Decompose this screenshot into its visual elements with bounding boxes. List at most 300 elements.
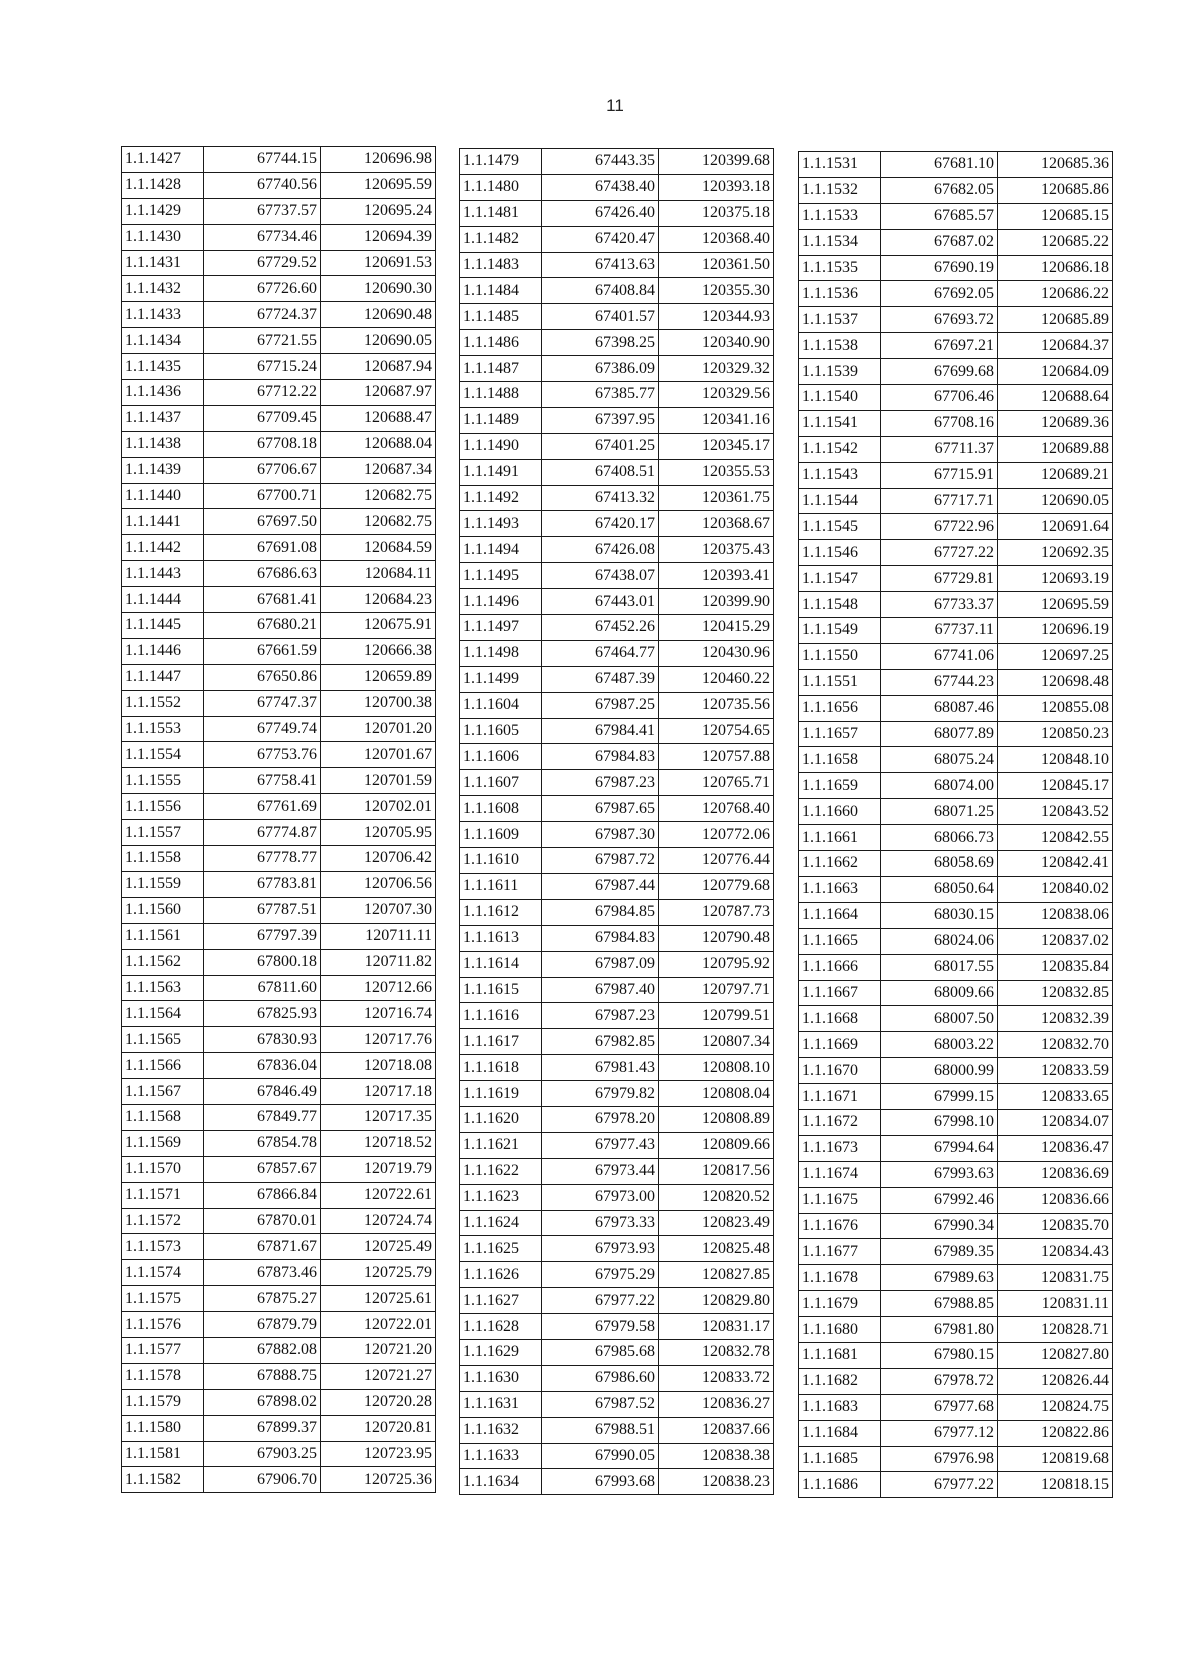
point-id-cell: 1.1.1491 — [460, 459, 542, 485]
point-id-cell: 1.1.1568 — [122, 1104, 204, 1130]
table-row — [460, 1262, 774, 1288]
y-coordinate-cell: 120799.51 — [659, 1003, 774, 1029]
x-coordinate-cell: 67697.50 — [204, 509, 321, 535]
x-coordinate-cell: 67985.68 — [542, 1339, 659, 1365]
table-row — [799, 177, 1113, 203]
y-coordinate-cell: 120765.71 — [659, 770, 774, 796]
point-id-cell: 1.1.1664 — [799, 902, 881, 928]
y-coordinate-cell: 120393.41 — [659, 563, 774, 589]
x-coordinate-cell: 67811.60 — [204, 975, 321, 1001]
x-coordinate-cell: 67733.37 — [881, 592, 998, 618]
y-coordinate-cell: 120836.66 — [998, 1187, 1113, 1213]
table-row — [460, 356, 774, 382]
y-coordinate-cell: 120843.52 — [998, 799, 1113, 825]
y-coordinate-cell: 120825.48 — [659, 1236, 774, 1262]
y-coordinate-cell: 120824.75 — [998, 1394, 1113, 1420]
point-id-cell: 1.1.1559 — [122, 871, 204, 897]
table-row — [460, 1288, 774, 1314]
y-coordinate-cell: 120836.69 — [998, 1161, 1113, 1187]
x-coordinate-cell: 67682.05 — [881, 177, 998, 203]
x-coordinate-cell: 68017.55 — [881, 954, 998, 980]
point-id-cell: 1.1.1628 — [460, 1314, 542, 1340]
y-coordinate-cell: 120779.68 — [659, 873, 774, 899]
y-coordinate-cell: 120706.42 — [321, 846, 436, 872]
table-row — [799, 954, 1113, 980]
point-id-cell: 1.1.1442 — [122, 535, 204, 561]
y-coordinate-cell: 120725.49 — [321, 1234, 436, 1260]
y-coordinate-cell: 120368.67 — [659, 511, 774, 537]
table-row — [460, 666, 774, 692]
x-coordinate-cell: 67690.19 — [881, 255, 998, 281]
x-coordinate-cell: 67787.51 — [204, 897, 321, 923]
y-coordinate-cell: 120695.24 — [321, 198, 436, 224]
point-id-cell: 1.1.1660 — [799, 799, 881, 825]
y-coordinate-cell: 120717.35 — [321, 1104, 436, 1130]
y-coordinate-cell: 120393.18 — [659, 174, 774, 200]
x-coordinate-cell: 67385.77 — [542, 382, 659, 408]
point-id-cell: 1.1.1685 — [799, 1446, 881, 1472]
point-id-cell: 1.1.1436 — [122, 380, 204, 406]
point-id-cell: 1.1.1443 — [122, 561, 204, 587]
y-coordinate-cell: 120809.66 — [659, 1132, 774, 1158]
x-coordinate-cell: 68050.64 — [881, 876, 998, 902]
x-coordinate-cell: 67990.34 — [881, 1213, 998, 1239]
x-coordinate-cell: 67875.27 — [204, 1286, 321, 1312]
y-coordinate-cell: 120716.74 — [321, 1001, 436, 1027]
x-coordinate-cell: 67699.68 — [881, 359, 998, 385]
x-coordinate-cell: 68077.89 — [881, 721, 998, 747]
table-row — [460, 1158, 774, 1184]
y-coordinate-cell: 120415.29 — [659, 615, 774, 641]
x-coordinate-cell: 67987.25 — [542, 692, 659, 718]
y-coordinate-cell: 120711.11 — [321, 923, 436, 949]
point-id-cell: 1.1.1575 — [122, 1286, 204, 1312]
point-id-cell: 1.1.1446 — [122, 638, 204, 664]
x-coordinate-cell: 67984.41 — [542, 718, 659, 744]
point-id-cell: 1.1.1444 — [122, 587, 204, 613]
table-row — [460, 149, 774, 175]
table-row — [460, 1339, 774, 1365]
x-coordinate-cell: 68030.15 — [881, 902, 998, 928]
x-coordinate-cell: 67693.72 — [881, 307, 998, 333]
point-id-cell: 1.1.1445 — [122, 613, 204, 639]
y-coordinate-cell: 120820.52 — [659, 1184, 774, 1210]
x-coordinate-cell: 67993.63 — [881, 1161, 998, 1187]
point-id-cell: 1.1.1630 — [460, 1365, 542, 1391]
table-row — [460, 1184, 774, 1210]
y-coordinate-cell: 120696.19 — [998, 618, 1113, 644]
y-coordinate-cell: 120721.27 — [321, 1363, 436, 1389]
y-coordinate-cell: 120725.61 — [321, 1286, 436, 1312]
table-row — [460, 589, 774, 615]
y-coordinate-cell: 120725.36 — [321, 1467, 436, 1493]
table-row — [122, 1104, 436, 1130]
x-coordinate-cell: 67706.67 — [204, 457, 321, 483]
table-row — [799, 152, 1113, 178]
table-row — [460, 899, 774, 925]
y-coordinate-cell: 120689.36 — [998, 410, 1113, 436]
x-coordinate-cell: 67706.46 — [881, 385, 998, 411]
table-row — [799, 359, 1113, 385]
table-row — [122, 1389, 436, 1415]
table-row — [122, 1027, 436, 1053]
point-id-cell: 1.1.1561 — [122, 923, 204, 949]
y-coordinate-cell: 120695.59 — [321, 172, 436, 198]
table-row — [799, 1317, 1113, 1343]
point-id-cell: 1.1.1435 — [122, 354, 204, 380]
x-coordinate-cell: 67975.29 — [542, 1262, 659, 1288]
x-coordinate-cell: 67979.82 — [542, 1081, 659, 1107]
y-coordinate-cell: 120690.48 — [321, 302, 436, 328]
point-id-cell: 1.1.1619 — [460, 1081, 542, 1107]
point-id-cell: 1.1.1604 — [460, 692, 542, 718]
point-id-cell: 1.1.1552 — [122, 690, 204, 716]
y-coordinate-cell: 120835.70 — [998, 1213, 1113, 1239]
x-coordinate-cell: 67681.10 — [881, 152, 998, 178]
point-id-cell: 1.1.1673 — [799, 1135, 881, 1161]
table-row — [122, 380, 436, 406]
point-id-cell: 1.1.1550 — [799, 643, 881, 669]
table-row — [799, 307, 1113, 333]
point-id-cell: 1.1.1669 — [799, 1032, 881, 1058]
point-id-cell: 1.1.1609 — [460, 822, 542, 848]
point-id-cell: 1.1.1617 — [460, 1029, 542, 1055]
point-id-cell: 1.1.1670 — [799, 1058, 881, 1084]
point-id-cell: 1.1.1441 — [122, 509, 204, 535]
table-row — [122, 1208, 436, 1234]
y-coordinate-cell: 120721.20 — [321, 1337, 436, 1363]
table-row — [799, 385, 1113, 411]
x-coordinate-cell: 67973.93 — [542, 1236, 659, 1262]
y-coordinate-cell: 120666.38 — [321, 638, 436, 664]
x-coordinate-cell: 67981.80 — [881, 1317, 998, 1343]
x-coordinate-cell: 67888.75 — [204, 1363, 321, 1389]
y-coordinate-cell: 120701.67 — [321, 742, 436, 768]
point-id-cell: 1.1.1546 — [799, 540, 881, 566]
table-row — [799, 488, 1113, 514]
table-row — [460, 848, 774, 874]
y-coordinate-cell: 120690.30 — [321, 276, 436, 302]
table-row — [122, 664, 436, 690]
x-coordinate-cell: 67992.46 — [881, 1187, 998, 1213]
x-coordinate-cell: 67993.68 — [542, 1469, 659, 1495]
point-id-cell: 1.1.1492 — [460, 485, 542, 511]
x-coordinate-cell: 67487.39 — [542, 666, 659, 692]
y-coordinate-cell: 120735.56 — [659, 692, 774, 718]
y-coordinate-cell: 120833.65 — [998, 1084, 1113, 1110]
y-coordinate-cell: 120685.15 — [998, 203, 1113, 229]
table-row — [122, 949, 436, 975]
table-row — [122, 405, 436, 431]
table-row — [460, 796, 774, 822]
point-id-cell: 1.1.1540 — [799, 385, 881, 411]
x-coordinate-cell: 67726.60 — [204, 276, 321, 302]
table-row — [122, 509, 436, 535]
y-coordinate-cell: 120840.02 — [998, 876, 1113, 902]
table-row — [122, 1130, 436, 1156]
x-coordinate-cell: 67737.57 — [204, 198, 321, 224]
table-row — [122, 587, 436, 613]
table-row — [122, 1312, 436, 1338]
table-row — [799, 1420, 1113, 1446]
x-coordinate-cell: 67721.55 — [204, 328, 321, 354]
x-coordinate-cell: 67977.43 — [542, 1132, 659, 1158]
x-coordinate-cell: 67998.10 — [881, 1109, 998, 1135]
y-coordinate-cell: 120675.91 — [321, 613, 436, 639]
x-coordinate-cell: 67982.85 — [542, 1029, 659, 1055]
point-id-cell: 1.1.1573 — [122, 1234, 204, 1260]
table-row — [799, 1265, 1113, 1291]
y-coordinate-cell: 120344.93 — [659, 304, 774, 330]
point-id-cell: 1.1.1549 — [799, 618, 881, 644]
x-coordinate-cell: 67722.96 — [881, 514, 998, 540]
table-row — [460, 433, 774, 459]
table-row — [460, 1443, 774, 1469]
y-coordinate-cell: 120693.19 — [998, 566, 1113, 592]
table-row — [122, 224, 436, 250]
x-coordinate-cell: 68075.24 — [881, 747, 998, 773]
x-coordinate-cell: 67989.63 — [881, 1265, 998, 1291]
x-coordinate-cell: 67898.02 — [204, 1389, 321, 1415]
point-id-cell: 1.1.1621 — [460, 1132, 542, 1158]
y-coordinate-cell: 120718.52 — [321, 1130, 436, 1156]
table-row — [460, 278, 774, 304]
point-id-cell: 1.1.1677 — [799, 1239, 881, 1265]
point-id-cell: 1.1.1480 — [460, 174, 542, 200]
y-coordinate-cell: 120834.43 — [998, 1239, 1113, 1265]
x-coordinate-cell: 67984.83 — [542, 744, 659, 770]
point-id-cell: 1.1.1542 — [799, 436, 881, 462]
x-coordinate-cell: 67973.44 — [542, 1158, 659, 1184]
table-row — [122, 1260, 436, 1286]
x-coordinate-cell: 67774.87 — [204, 820, 321, 846]
table-row — [799, 1084, 1113, 1110]
coordinate-table-2 — [459, 148, 774, 1495]
x-coordinate-cell: 67744.23 — [881, 669, 998, 695]
x-coordinate-cell: 67977.22 — [881, 1472, 998, 1498]
point-id-cell: 1.1.1616 — [460, 1003, 542, 1029]
y-coordinate-cell: 120689.21 — [998, 462, 1113, 488]
table-row — [122, 172, 436, 198]
x-coordinate-cell: 67830.93 — [204, 1027, 321, 1053]
x-coordinate-cell: 67709.45 — [204, 405, 321, 431]
x-coordinate-cell: 67987.23 — [542, 770, 659, 796]
point-id-cell: 1.1.1574 — [122, 1260, 204, 1286]
point-id-cell: 1.1.1490 — [460, 433, 542, 459]
y-coordinate-cell: 120694.39 — [321, 224, 436, 250]
table-row — [799, 1058, 1113, 1084]
point-id-cell: 1.1.1658 — [799, 747, 881, 773]
x-coordinate-cell: 67994.64 — [881, 1135, 998, 1161]
point-id-cell: 1.1.1532 — [799, 177, 881, 203]
x-coordinate-cell: 68071.25 — [881, 799, 998, 825]
y-coordinate-cell: 120754.65 — [659, 718, 774, 744]
x-coordinate-cell: 67686.63 — [204, 561, 321, 587]
y-coordinate-cell: 120822.86 — [998, 1420, 1113, 1446]
table-row — [799, 229, 1113, 255]
x-coordinate-cell: 67729.52 — [204, 250, 321, 276]
y-coordinate-cell: 120687.94 — [321, 354, 436, 380]
y-coordinate-cell: 120808.10 — [659, 1055, 774, 1081]
point-id-cell: 1.1.1429 — [122, 198, 204, 224]
table-row — [460, 382, 774, 408]
table-row — [799, 825, 1113, 851]
point-id-cell: 1.1.1535 — [799, 255, 881, 281]
point-id-cell: 1.1.1547 — [799, 566, 881, 592]
y-coordinate-cell: 120834.07 — [998, 1109, 1113, 1135]
y-coordinate-cell: 120842.55 — [998, 825, 1113, 851]
point-id-cell: 1.1.1576 — [122, 1312, 204, 1338]
x-coordinate-cell: 67753.76 — [204, 742, 321, 768]
x-coordinate-cell: 67979.58 — [542, 1314, 659, 1340]
point-id-cell: 1.1.1620 — [460, 1106, 542, 1132]
table-row — [799, 281, 1113, 307]
point-id-cell: 1.1.1486 — [460, 330, 542, 356]
point-id-cell: 1.1.1555 — [122, 768, 204, 794]
point-id-cell: 1.1.1674 — [799, 1161, 881, 1187]
y-coordinate-cell: 120837.66 — [659, 1417, 774, 1443]
page-number: 11 — [606, 96, 624, 115]
y-coordinate-cell: 120717.18 — [321, 1079, 436, 1105]
x-coordinate-cell: 68066.73 — [881, 825, 998, 851]
x-coordinate-cell: 67708.18 — [204, 431, 321, 457]
point-id-cell: 1.1.1615 — [460, 977, 542, 1003]
y-coordinate-cell: 120687.97 — [321, 380, 436, 406]
point-id-cell: 1.1.1683 — [799, 1394, 881, 1420]
table-row — [460, 718, 774, 744]
point-id-cell: 1.1.1580 — [122, 1415, 204, 1441]
table-row — [460, 822, 774, 848]
y-coordinate-cell: 120345.17 — [659, 433, 774, 459]
table-row — [122, 820, 436, 846]
x-coordinate-cell: 67685.57 — [881, 203, 998, 229]
table-row — [122, 613, 436, 639]
table-row — [799, 902, 1113, 928]
y-coordinate-cell: 120690.05 — [998, 488, 1113, 514]
x-coordinate-cell: 67744.15 — [204, 147, 321, 173]
table-row — [460, 1106, 774, 1132]
y-coordinate-cell: 120827.85 — [659, 1262, 774, 1288]
point-id-cell: 1.1.1481 — [460, 200, 542, 226]
point-id-cell: 1.1.1536 — [799, 281, 881, 307]
x-coordinate-cell: 67715.24 — [204, 354, 321, 380]
y-coordinate-cell: 120684.23 — [321, 587, 436, 613]
table-row — [799, 1032, 1113, 1058]
point-id-cell: 1.1.1495 — [460, 563, 542, 589]
y-coordinate-cell: 120772.06 — [659, 822, 774, 848]
x-coordinate-cell: 67443.35 — [542, 149, 659, 175]
x-coordinate-cell: 67426.08 — [542, 537, 659, 563]
x-coordinate-cell: 67747.37 — [204, 690, 321, 716]
x-coordinate-cell: 67681.41 — [204, 587, 321, 613]
point-id-cell: 1.1.1554 — [122, 742, 204, 768]
point-id-cell: 1.1.1665 — [799, 928, 881, 954]
table-row — [799, 436, 1113, 462]
y-coordinate-cell: 120711.82 — [321, 949, 436, 975]
y-coordinate-cell: 120697.25 — [998, 643, 1113, 669]
table-row — [460, 407, 774, 433]
y-coordinate-cell: 120341.16 — [659, 407, 774, 433]
y-coordinate-cell: 120691.64 — [998, 514, 1113, 540]
table-row — [122, 457, 436, 483]
point-id-cell: 1.1.1562 — [122, 949, 204, 975]
table-row — [460, 1055, 774, 1081]
point-id-cell: 1.1.1488 — [460, 382, 542, 408]
table-row — [122, 1156, 436, 1182]
x-coordinate-cell: 67715.91 — [881, 462, 998, 488]
x-coordinate-cell: 67401.57 — [542, 304, 659, 330]
y-coordinate-cell: 120399.90 — [659, 589, 774, 615]
x-coordinate-cell: 67438.07 — [542, 563, 659, 589]
y-coordinate-cell: 120702.01 — [321, 794, 436, 820]
y-coordinate-cell: 120722.61 — [321, 1182, 436, 1208]
table-row — [122, 354, 436, 380]
point-id-cell: 1.1.1428 — [122, 172, 204, 198]
x-coordinate-cell: 67977.22 — [542, 1288, 659, 1314]
point-id-cell: 1.1.1432 — [122, 276, 204, 302]
x-coordinate-cell: 67438.40 — [542, 174, 659, 200]
y-coordinate-cell: 120700.38 — [321, 690, 436, 716]
table-row — [122, 147, 436, 173]
point-id-cell: 1.1.1556 — [122, 794, 204, 820]
point-id-cell: 1.1.1533 — [799, 203, 881, 229]
y-coordinate-cell: 120682.75 — [321, 483, 436, 509]
x-coordinate-cell: 67871.67 — [204, 1234, 321, 1260]
coordinate-table-3 — [798, 151, 1113, 1498]
table-row — [122, 975, 436, 1001]
table-row — [122, 1415, 436, 1441]
x-coordinate-cell: 67989.35 — [881, 1239, 998, 1265]
table-row — [799, 333, 1113, 359]
point-id-cell: 1.1.1484 — [460, 278, 542, 304]
table-row — [460, 1132, 774, 1158]
y-coordinate-cell: 120329.32 — [659, 356, 774, 382]
point-id-cell: 1.1.1558 — [122, 846, 204, 872]
table-row — [460, 459, 774, 485]
y-coordinate-cell: 120355.30 — [659, 278, 774, 304]
x-coordinate-cell: 67870.01 — [204, 1208, 321, 1234]
point-id-cell: 1.1.1684 — [799, 1420, 881, 1446]
table-row — [799, 410, 1113, 436]
point-id-cell: 1.1.1613 — [460, 925, 542, 951]
table-row — [799, 514, 1113, 540]
x-coordinate-cell: 68024.06 — [881, 928, 998, 954]
x-coordinate-cell: 67737.11 — [881, 618, 998, 644]
table-row — [799, 773, 1113, 799]
x-coordinate-cell: 67740.56 — [204, 172, 321, 198]
table-row — [799, 566, 1113, 592]
point-id-cell: 1.1.1679 — [799, 1291, 881, 1317]
y-coordinate-cell: 120696.98 — [321, 147, 436, 173]
x-coordinate-cell: 67857.67 — [204, 1156, 321, 1182]
y-coordinate-cell: 120828.71 — [998, 1317, 1113, 1343]
point-id-cell: 1.1.1676 — [799, 1213, 881, 1239]
point-id-cell: 1.1.1672 — [799, 1109, 881, 1135]
y-coordinate-cell: 120831.75 — [998, 1265, 1113, 1291]
y-coordinate-cell: 120399.68 — [659, 149, 774, 175]
x-coordinate-cell: 67386.09 — [542, 356, 659, 382]
table-row — [122, 431, 436, 457]
y-coordinate-cell: 120724.74 — [321, 1208, 436, 1234]
y-coordinate-cell: 120659.89 — [321, 664, 436, 690]
point-id-cell: 1.1.1631 — [460, 1391, 542, 1417]
point-id-cell: 1.1.1633 — [460, 1443, 542, 1469]
table-row — [122, 1234, 436, 1260]
x-coordinate-cell: 67397.95 — [542, 407, 659, 433]
y-coordinate-cell: 120787.73 — [659, 899, 774, 925]
point-id-cell: 1.1.1662 — [799, 851, 881, 877]
x-coordinate-cell: 67443.01 — [542, 589, 659, 615]
